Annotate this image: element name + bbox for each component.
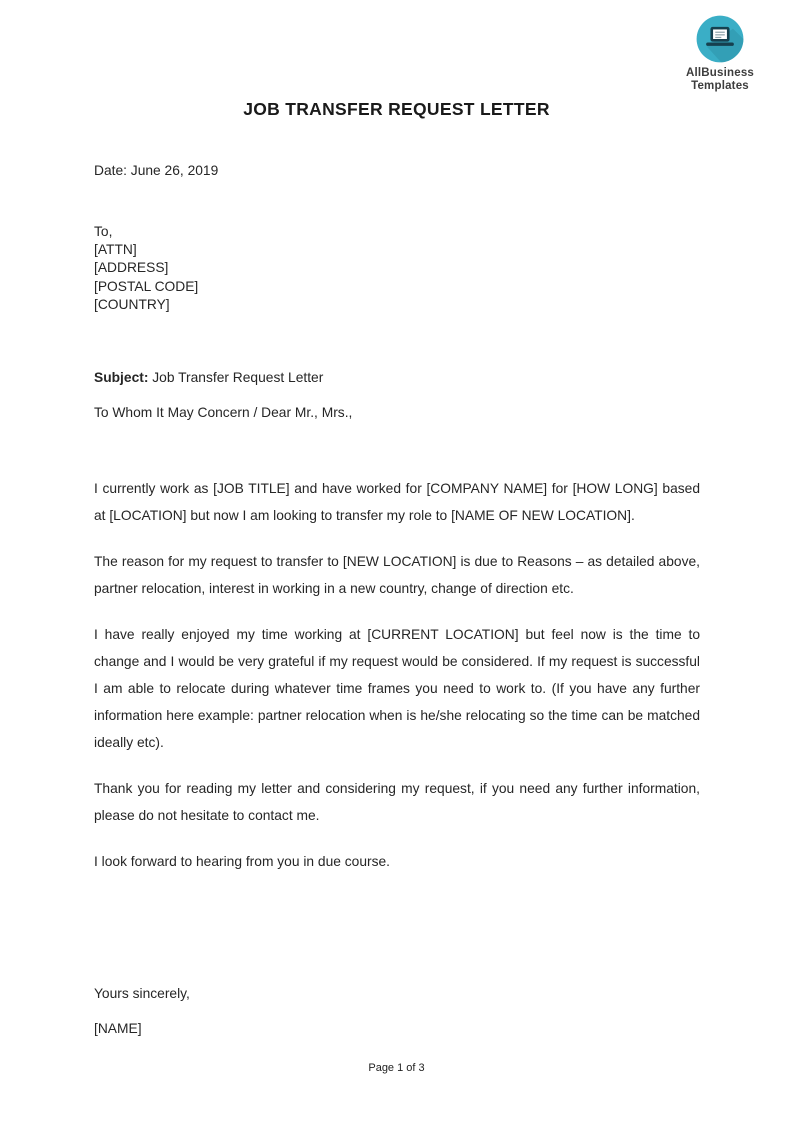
paragraphs-section [94, 475, 700, 875]
closing-line: Yours sincerely, [94, 986, 190, 1002]
page-footer [0, 1061, 793, 1075]
recipient-line-country: [COUNTRY] [94, 296, 170, 312]
page-number: Page 1 of 3 [368, 1062, 425, 1074]
body-paragraph: I look forward to hearing from you in due course. [94, 854, 391, 870]
body-paragraph: The reason for my request to transfer to [NEW LOCATION] is due to Reasons – as detailed above, partner relocation, interest in working in a new country, change of direction etc. [94, 554, 700, 597]
recipient-line-address: [ADDRESS] [94, 260, 169, 276]
recipient-line-attn: [ATTN] [94, 242, 137, 258]
recipient-line-postal-code: [POSTAL CODE] [94, 278, 199, 294]
subject-label: Subject: [94, 370, 149, 386]
allbusiness-templates-logo [678, 13, 762, 93]
body-paragraph: I have really enjoyed my time working at [CURRENT LOCATION] but feel now is the time to change and I would be very grateful if my request would be considered. If my request is successful I am able to relocate during whatever time frames you need to work to. (If you have any further information here example: partner relocation when is he/she relocating so the time can be matched ideally etc). [94, 627, 700, 751]
signature-name: [NAME] [94, 1021, 142, 1037]
subject-value: Job Transfer Request Letter [152, 370, 324, 386]
body-paragraph: Thank you for reading my letter and considering my request, if you need any further information, please do not hesitate to contact me. [94, 781, 700, 824]
recipient-block [94, 223, 700, 314]
logo-text-line1: AllBusiness [685, 67, 755, 79]
body-paragraph: I currently work as [JOB TITLE] and have worked for [COMPANY NAME] for [HOW LONG] based at [LOCATION] but now I am looking to transfer my role to [NAME OF NEW LOCATION]. [94, 481, 700, 524]
logo-text-line2: Templates [691, 80, 749, 92]
date-line: Date: June 26, 2019 [94, 163, 219, 178]
letter-title: JOB TRANSFER REQUEST LETTER [243, 99, 550, 119]
letter-body [94, 161, 700, 1039]
salutation: To Whom It May Concern / Dear Mr., Mrs., [94, 405, 353, 421]
subject-line [94, 368, 700, 388]
recipient-line-to: To, [94, 224, 113, 239]
laptop-icon [694, 13, 746, 65]
